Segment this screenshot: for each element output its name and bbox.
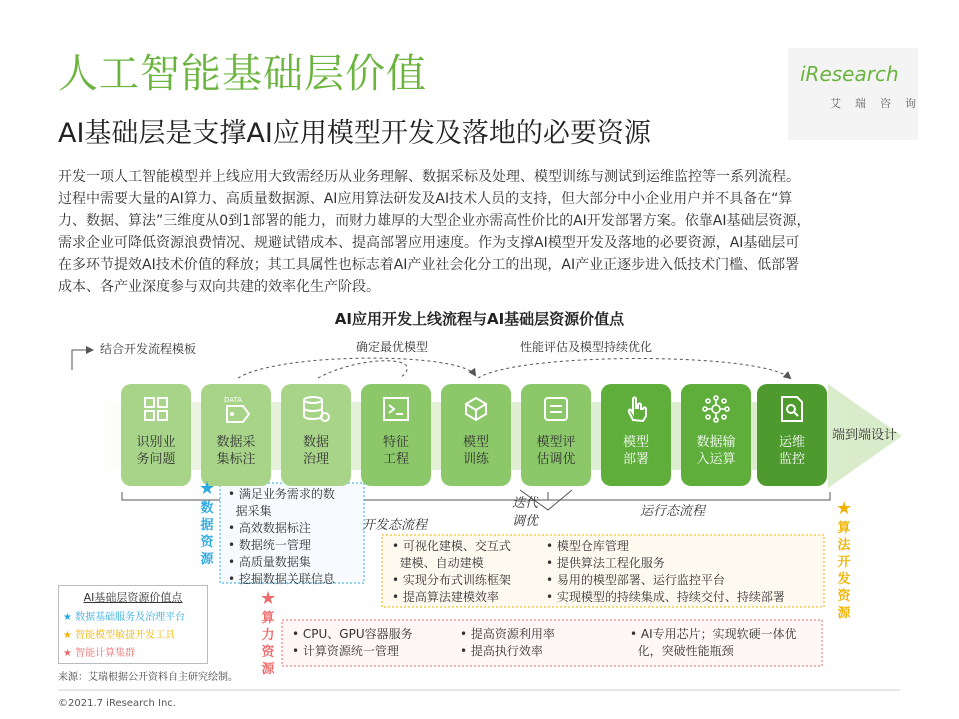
grid-icon — [121, 384, 191, 434]
label-char: 资 — [200, 535, 214, 550]
algo-panel-right — [546, 538, 785, 606]
label-char: 开 — [837, 555, 851, 570]
perf-eval-label: 性能评估及模型持续优化 — [520, 340, 653, 354]
legend — [58, 585, 208, 664]
list-item: • 挖掘数据关联信息 — [228, 572, 335, 586]
template-line — [72, 360, 720, 374]
data-star-icon: ★ — [199, 478, 216, 499]
list-item: • 高效数据标注 — [228, 521, 311, 535]
page-subtitle: AI基础层是支撑AI应用模型开发及落地的必要资源 — [58, 118, 651, 149]
label-char: 源 — [837, 606, 851, 621]
label-char: 算 — [261, 611, 275, 626]
list-item: • 提供算法工程化服务 — [546, 556, 665, 570]
star-icon: ★ — [63, 630, 72, 641]
step-label: 部署 — [622, 452, 649, 467]
label-char: 力 — [261, 628, 275, 643]
paragraph-line: 需求企业可降低资源浪费情况、规避试错成本、提高部署应用速度。作为支撑AI模型开发及落地的必要资源，AI基础层可 — [58, 235, 800, 251]
algo-panel-left — [392, 538, 511, 606]
step-label: 数据输 — [696, 435, 736, 450]
logo: iResearch — [800, 62, 899, 86]
step-label: 特征 — [382, 435, 409, 450]
step-model-training — [441, 384, 511, 486]
step-label: 模型 — [462, 435, 489, 450]
algo-star-icon: ★ — [836, 498, 853, 519]
list-item: 据采集 — [235, 504, 272, 518]
terminal-icon — [361, 384, 431, 434]
step-label: 务问题 — [136, 452, 176, 467]
perf-arc — [478, 359, 790, 379]
list-item: • 高质量数据集 — [228, 555, 311, 569]
step-data-governance — [281, 384, 351, 486]
star-icon: ★ — [63, 648, 72, 659]
list-item: • 易用的模型部署、运行监控平台 — [546, 573, 725, 587]
legend-item: ★ 智能计算集群 — [63, 648, 136, 659]
copyright: ©2021.7 iResearch Inc. — [58, 698, 176, 709]
end-to-end-label: 端到端设计 — [832, 428, 898, 443]
paragraph-line: 成本、各产业深度参与双向共建的效率化生产阶段。 — [58, 279, 380, 295]
template-label: 结合开发流程模板 — [100, 342, 197, 356]
step-label: 工程 — [382, 452, 409, 467]
list-item: • 计算资源统一管理 — [292, 644, 399, 658]
step-identify-business — [121, 384, 191, 486]
paragraph-line: 力、数据、算法”三维度从0到1部署的能力，而财力雄厚的大型企业亦需高性价比的AI开发部署方案。依靠AI基础层资源， — [58, 213, 811, 229]
list-item: • AI专用芯片；实现软硬一体优 — [630, 627, 797, 641]
run-phase-label: 运行态流程 — [640, 504, 706, 519]
data-resource-panel — [228, 486, 335, 588]
template-arrow — [72, 350, 92, 370]
step-ops-monitor — [757, 384, 827, 486]
svg-text:DATA: DATA — [224, 396, 243, 404]
list-item: • 提高算法建模效率 — [392, 590, 499, 604]
list-item: 化，突破性能瓶颈 — [637, 644, 734, 658]
step-label: 监控 — [778, 452, 805, 467]
run-bracket — [548, 492, 830, 500]
list-item: • 实现分布式训练框架 — [392, 573, 511, 587]
data-resource-label — [199, 500, 215, 568]
compute-panel-col3 — [630, 626, 797, 660]
legend-item: ★ 智能模型敏捷开发工具 — [63, 630, 176, 641]
list-item: • 可视化建模、交互式 — [392, 539, 511, 553]
star-icon: ★ — [63, 612, 72, 623]
list-item: 建模、自动建模 — [399, 556, 484, 570]
label-char: 数 — [200, 501, 214, 516]
step-label: 数据采 — [216, 435, 256, 450]
data-tag-icon — [201, 384, 271, 434]
network-icon — [681, 384, 751, 434]
algo-resource-label — [836, 520, 852, 622]
list-item: • 数据统一管理 — [228, 538, 311, 552]
legend-title: AI基础层资源价值点 — [83, 591, 183, 604]
step-label: 入运算 — [696, 452, 736, 467]
step-feature-engineering — [361, 384, 431, 486]
label-char: 算 — [837, 521, 851, 536]
paragraph-line: 过程中需要大量的AI算力、高质量数据源、AI应用算法研发及AI技术人员的支持，但大部分中小企业用户并不具备在“算 — [58, 191, 793, 207]
label-char: 源 — [261, 662, 275, 677]
label-char: 发 — [837, 572, 851, 587]
compute-resource-label — [260, 610, 276, 678]
label-char: 据 — [200, 518, 214, 533]
step-label: 识别业 — [136, 435, 176, 450]
source-note: 来源：艾瑞根据公开资料自主研究绘制。 — [58, 672, 238, 683]
paragraph-line: 在多环节提效AI技术价值的释放；其工具属性也标志着AI产业社会化分工的出现，AI产业正逐步进入低技术门槛、低部署 — [58, 257, 800, 273]
step-label: 治理 — [302, 452, 329, 467]
optimal-model-label: 确定最优模型 — [356, 340, 429, 354]
cube-icon — [441, 384, 511, 434]
diagram-title: AI应用开发上线流程与AI基础层资源价值点 — [334, 310, 625, 328]
step-label: 训练 — [462, 452, 489, 467]
optimal-arc-2 — [318, 361, 407, 378]
legend-item: ★ 数据基础服务及治理平台 — [63, 612, 186, 623]
list-item: • 模型仓库管理 — [546, 539, 629, 553]
sliders-icon — [521, 384, 591, 434]
dev-phase-label: 开发态流程 — [362, 518, 428, 533]
label-char: 法 — [837, 538, 851, 553]
step-label: 运维 — [778, 435, 805, 450]
step-data-collect-label — [201, 384, 271, 486]
list-item: • CPU、GPU容器服务 — [292, 627, 413, 641]
list-item: • 满足业务需求的数 — [228, 487, 335, 501]
step-label: 模型评 — [536, 435, 576, 450]
tune-label: 调优 — [512, 514, 539, 529]
paragraph-line: 开发一项人工智能模型并上线应用大致需经历从业务理解、数据采标及处理、模型训练与测试到运维监控等一系列流程。 — [58, 169, 800, 185]
step-label: 数据 — [302, 435, 329, 450]
step-model-deploy — [601, 384, 671, 486]
monitor-search-icon — [757, 384, 827, 434]
hand-pointer-icon — [601, 384, 671, 434]
database-gear-icon — [281, 384, 351, 434]
label-char: 资 — [837, 589, 851, 604]
page-title: 人工智能基础层价值 — [58, 51, 427, 97]
label-char: 资 — [261, 645, 275, 660]
compute-panel-col1 — [292, 626, 413, 660]
optimal-arc — [238, 358, 475, 378]
step-model-eval — [521, 384, 591, 486]
compute-star-icon: ★ — [260, 588, 277, 609]
step-label: 模型 — [622, 435, 649, 450]
list-item: • 提高资源利用率 — [460, 627, 555, 641]
list-item: • 提高执行效率 — [460, 644, 543, 658]
label-char: 源 — [200, 552, 214, 567]
step-data-input — [681, 384, 751, 486]
step-label: 集标注 — [216, 452, 256, 467]
iterate-label: 迭代 — [512, 496, 539, 511]
compute-panel-col2 — [460, 626, 555, 660]
logo-subtext: 艾瑞咨询 — [830, 97, 930, 110]
list-item: • 实现模型的持续集成、持续交付、持续部署 — [546, 590, 785, 604]
step-label: 估调优 — [536, 452, 576, 467]
